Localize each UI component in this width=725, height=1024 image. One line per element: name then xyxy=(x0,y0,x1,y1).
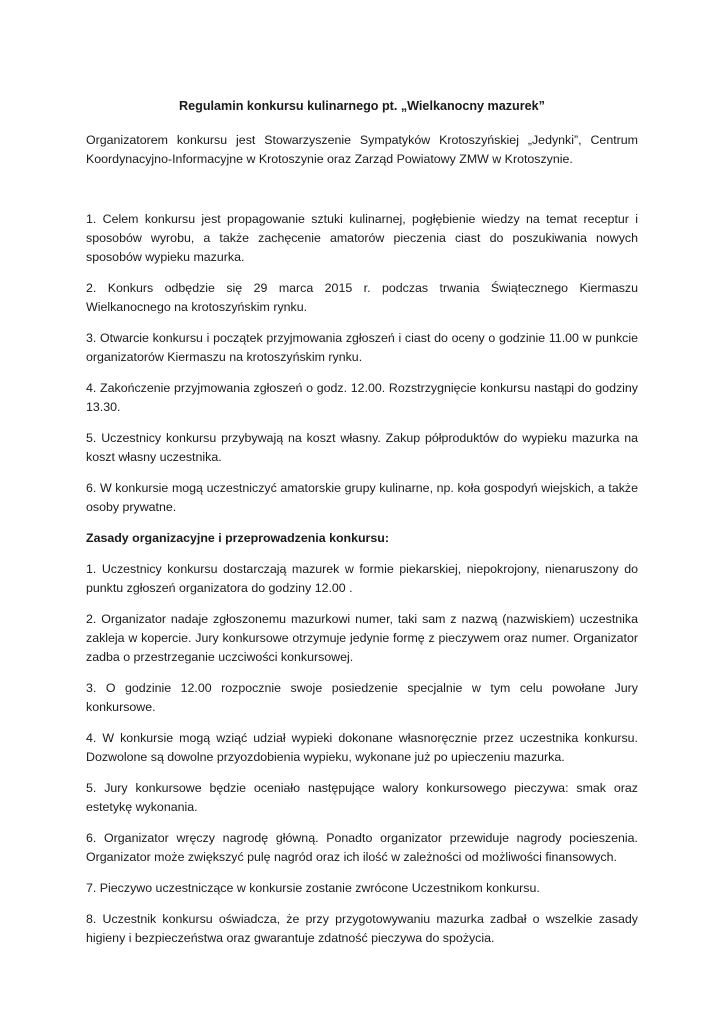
rule-point-1: 1. Uczestnicy konkursu dostarczają mazurek w formie piekarskiej, niepokrojony, nienaruszony do punktu zgłoszeń organizatora do godziny 12.00 . xyxy=(86,562,638,595)
rule-point-3: 3. O godzinie 12.00 rozpocznie swoje posiedzenie specjalnie w tym celu powołane Jury konkursowe. xyxy=(86,681,638,714)
general-point-2: 2. Konkurs odbędzie się 29 marca 2015 r. podczas trwania Świątecznego Kiermaszu Wielkanocnego na krotoszyńskim rynku. xyxy=(86,281,638,314)
rule-point-4: 4. W konkursie mogą wziąć udział wypieki dokonane własnoręcznie przez uczestnika konkursu. Dozwolone są dowolne przyozdobienia wypieku, wykonane już po upieczeniu mazurka. xyxy=(86,731,638,764)
intro-paragraph: Organizatorem konkursu jest Stowarzyszenie Sympatyków Krotoszyńskiej „Jedynki”, Centrum Koordynacyjno-Informacyjne w Krotoszynie oraz Zarząd Powiatowy ZMW w Krotoszynie. xyxy=(86,133,638,166)
rule-point-7: 7. Pieczywo uczestniczące w konkursie zostanie zwrócone Uczestnikom konkursu. xyxy=(86,881,540,895)
document-title: Regulamin konkursu kulinarnego pt. „Wielkanocny mazurek” xyxy=(179,99,545,113)
general-point-4: 4. Zakończenie przyjmowania zgłoszeń o godz. 12.00. Rozstrzygnięcie konkursu nastąpi do godziny 13.30. xyxy=(86,381,638,414)
general-point-3: 3. Otwarcie konkursu i początek przyjmowania zgłoszeń i ciast do oceny o godzinie 11.00 w punkcie organizatorów Kiermaszu na krotoszyńskim rynku. xyxy=(86,331,638,364)
rule-point-8: 8. Uczestnik konkursu oświadcza, że przy przygotowywaniu mazurka zadbał o wszelkie zasady higieny i bezpieczeństwa oraz gwarantuje zdatność pieczywa do spożycia. xyxy=(86,912,638,945)
rule-point-5: 5. Jury konkursowe będzie oceniało następujące walory konkursowego pieczywa: smak oraz estetykę wykonania. xyxy=(86,781,638,814)
general-point-6: 6. W konkursie mogą uczestniczyć amatorskie grupy kulinarne, np. koła gospodyń wiejskich, a także osoby prywatne. xyxy=(86,481,638,514)
rules-heading: Zasady organizacyjne i przeprowadzenia konkursu: xyxy=(86,531,389,545)
general-point-5: 5. Uczestnicy konkursu przybywają na koszt własny. Zakup półproduktów do wypieku mazurka na koszt własny uczestnika. xyxy=(86,431,638,464)
document-body xyxy=(86,210,638,960)
rule-point-6: 6. Organizator wręczy nagrodę główną. Ponadto organizator przewiduje nagrody pocieszenia. Organizator może zwiększyć pulę nagród oraz ich ilość w zależności od możliwości finansowych. xyxy=(86,831,638,864)
general-point-1: 1. Celem konkursu jest propagowanie sztuki kulinarnej, pogłębienie wiedzy na temat receptur i sposobów wyrobu, a także zachęcenie amatorów pieczenia ciast do poszukiwania nowych sposobów wypieku mazurka. xyxy=(86,212,638,264)
rule-point-2: 2. Organizator nadaje zgłoszonemu mazurkowi numer, taki sam z nazwą (nazwiskiem) uczestnika zakleja w kopercie. Jury konkursowe otrzymuje jedynie formę z pieczywem oraz numer. Organizator zadba o przestrzeganie uczciwości konkursowej. xyxy=(86,612,638,664)
